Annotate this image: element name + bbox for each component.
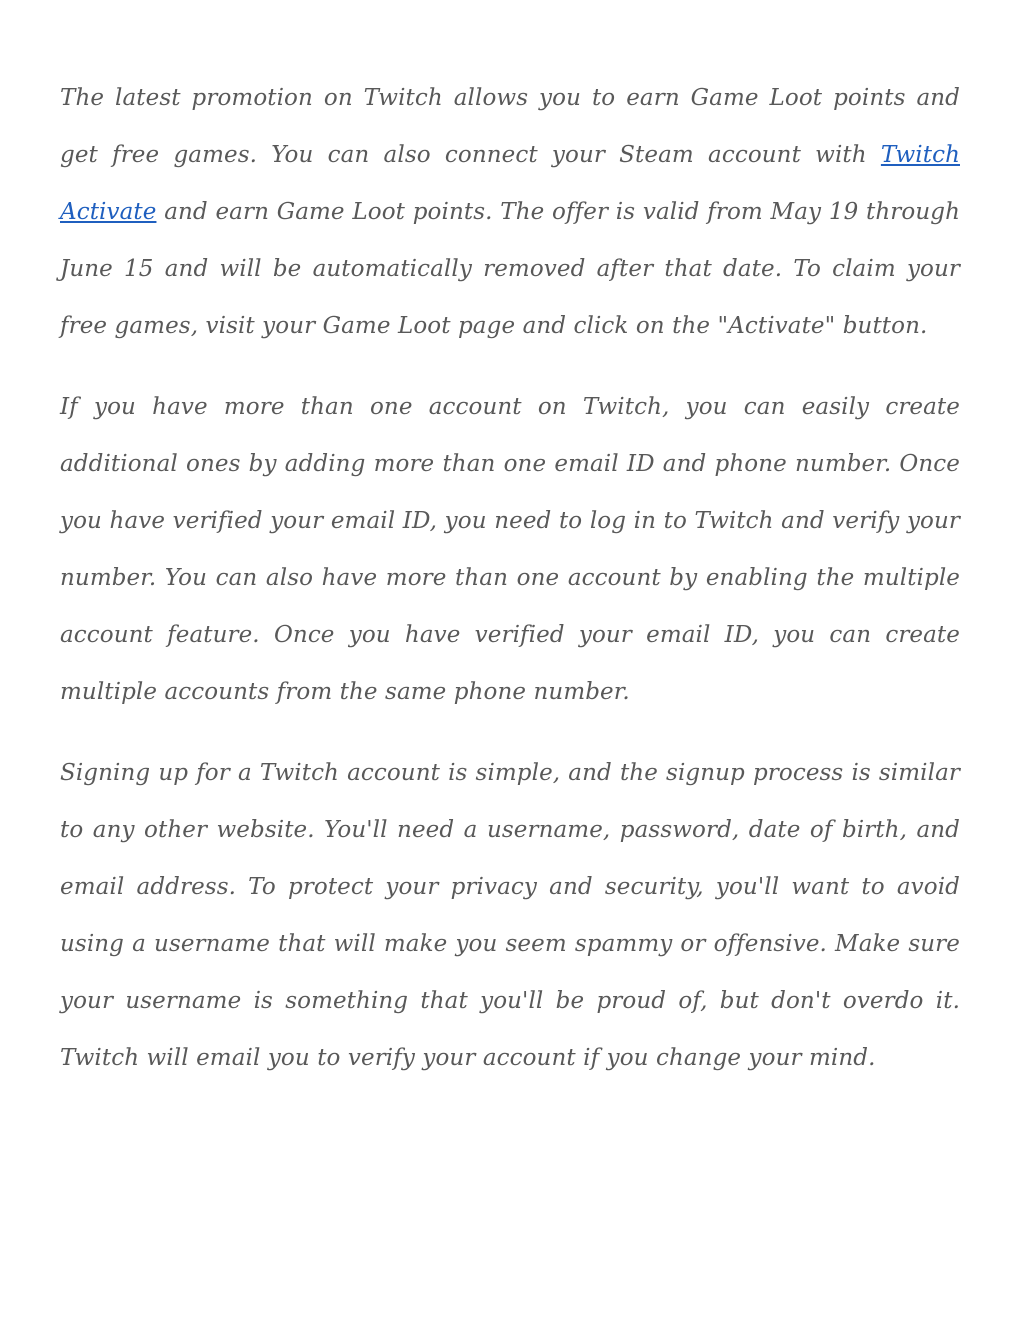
- paragraph-signup: Signing up for a Twitch account is simple, and the signup process is similar to any other website. You'll need a username, password, date of birth, and email address. To protect your privacy and security, you'll want to avoid using a username that will make you seem spammy or offensive. Make sure your username is something that you'll be proud of, but don't overdo it. Twitch will email you to verify your account if you change your mind.: [60, 760, 960, 1071]
- paragraph-multiple-accounts: If you have more than one account on Twitch, you can easily create additional ones by adding more than one email ID and phone number. Once you have verified your email ID, you need to log in to Twitch and verify your number. You can also have more than one account by enabling the multiple account feature. Once you have verified your email ID, you can create multiple accounts from the same phone number.: [60, 394, 960, 705]
- paragraph-promotion-text-end: and earn Game Loot points. The offer is valid from May 19 through June 15 and will be automatically removed after that date. To claim your free games, visit your Game Loot page and click on the "Activate" button.: [60, 199, 960, 339]
- paragraph-promotion-text-start: The latest promotion on Twitch allows you to earn Game Loot points and get free games. You can also connect your Steam account with: [60, 85, 960, 168]
- paragraph-promotion: [60, 70, 960, 355]
- document-page: [60, 70, 960, 1111]
- twitch-activate-link[interactable]: Twitch Activate: [60, 142, 960, 225]
